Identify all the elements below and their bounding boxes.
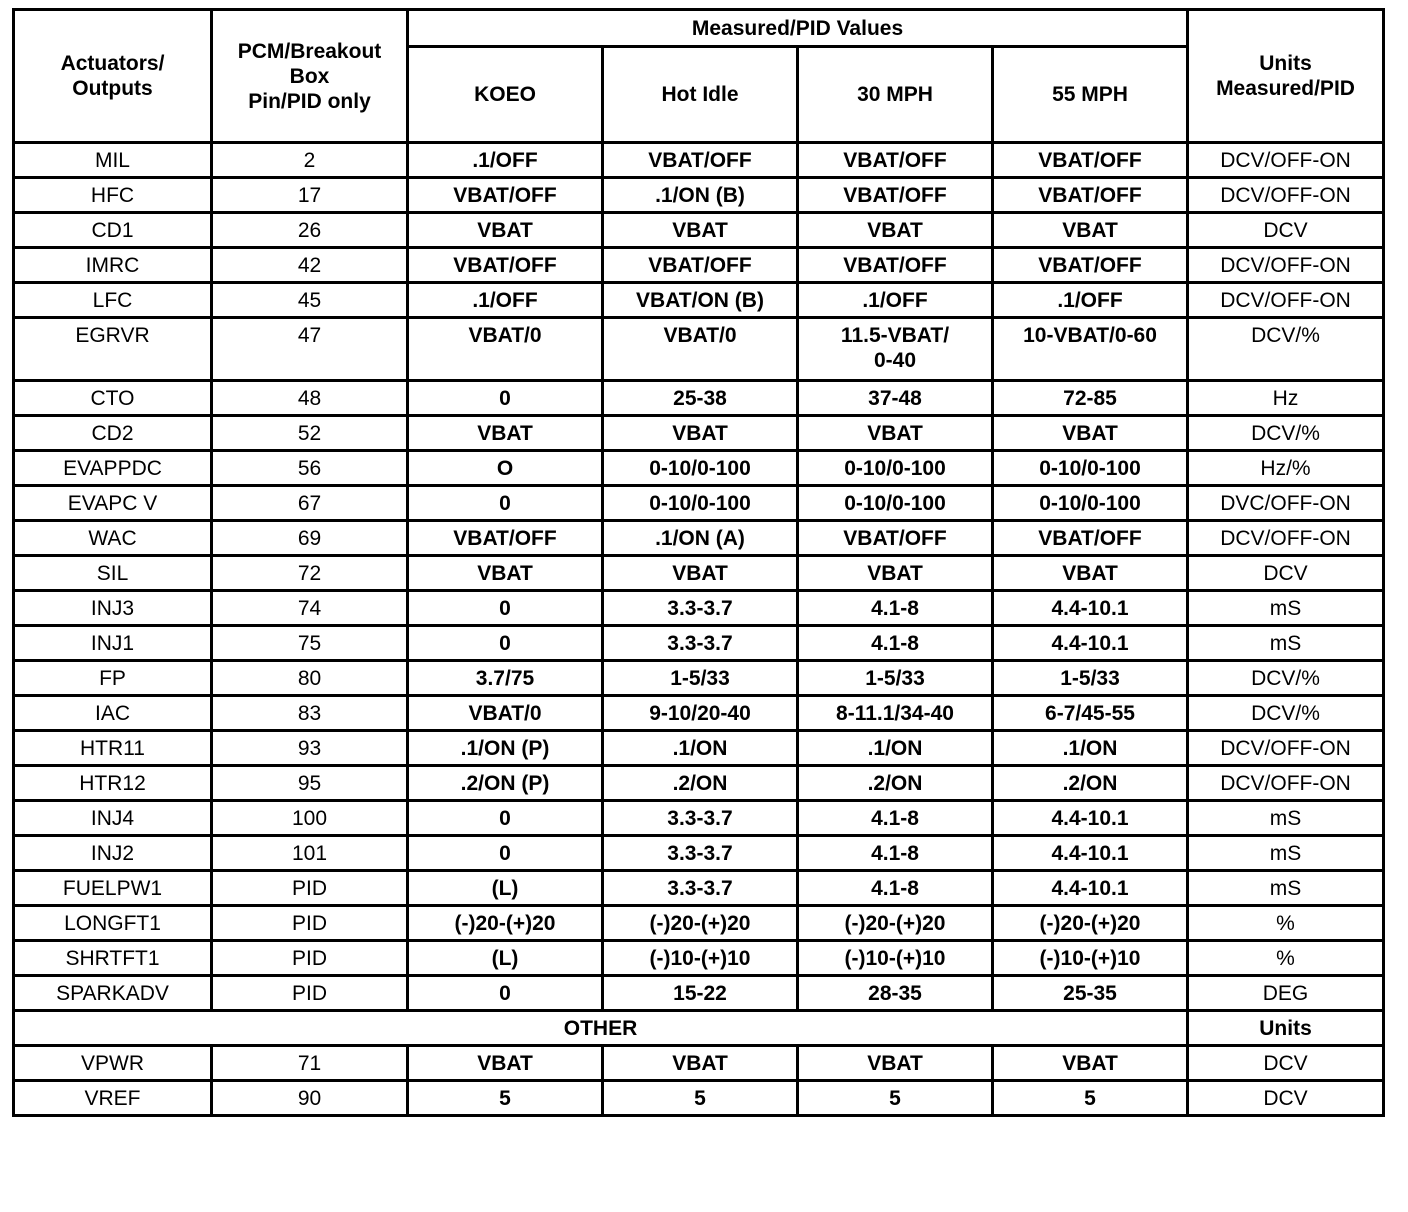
units-value: DEG <box>1188 976 1384 1011</box>
koeo-value: .1/ON (P) <box>408 731 603 766</box>
table-row <box>14 381 1384 416</box>
hot-idle-value: VBAT/OFF <box>603 143 798 178</box>
pin-value: 100 <box>212 801 408 836</box>
pin-value: 75 <box>212 626 408 661</box>
units-value: DCV/OFF-ON <box>1188 521 1384 556</box>
table-row <box>14 451 1384 486</box>
units-value: mS <box>1188 871 1384 906</box>
other-units-label: Units <box>1188 1011 1384 1046</box>
units-value: DCV <box>1188 1081 1384 1116</box>
koeo-value: 0 <box>408 591 603 626</box>
pin-value: 93 <box>212 731 408 766</box>
table-row <box>14 556 1384 591</box>
units-value: DCV <box>1188 213 1384 248</box>
table-row <box>14 976 1384 1011</box>
table-row <box>14 766 1384 801</box>
pin-value: 56 <box>212 451 408 486</box>
koeo-value: 0 <box>408 381 603 416</box>
hot-idle-value: (-)20-(+)20 <box>603 906 798 941</box>
units-value: DCV/OFF-ON <box>1188 143 1384 178</box>
hot-idle-value: 25-38 <box>603 381 798 416</box>
mph30-value: (-)20-(+)20 <box>798 906 993 941</box>
mph30-value: VBAT <box>798 416 993 451</box>
actuator-name: FUELPW1 <box>14 871 212 906</box>
mph55-value: 5 <box>993 1081 1188 1116</box>
koeo-value: 5 <box>408 1081 603 1116</box>
units-value: % <box>1188 941 1384 976</box>
pin-value: PID <box>212 871 408 906</box>
pin-value: 2 <box>212 143 408 178</box>
pin-value: 45 <box>212 283 408 318</box>
other-label: OTHER <box>14 1011 1188 1046</box>
pid-table-container <box>12 8 1382 1117</box>
mph30-value: 4.1-8 <box>798 591 993 626</box>
pin-value: 74 <box>212 591 408 626</box>
table-row <box>14 1046 1384 1081</box>
koeo-value: VBAT <box>408 1046 603 1081</box>
header-actuators <box>14 10 212 143</box>
actuator-name: CTO <box>14 381 212 416</box>
units-value: DCV/% <box>1188 696 1384 731</box>
actuator-name: LONGFT1 <box>14 906 212 941</box>
table-row <box>14 318 1384 381</box>
koeo-value: VBAT/OFF <box>408 178 603 213</box>
actuator-name: VPWR <box>14 1046 212 1081</box>
units-value: DVC/OFF-ON <box>1188 486 1384 521</box>
mph55-value: VBAT <box>993 213 1188 248</box>
units-value: DCV/OFF-ON <box>1188 178 1384 213</box>
actuator-name: SIL <box>14 556 212 591</box>
header-hot-idle: Hot Idle <box>603 47 798 143</box>
units-value: mS <box>1188 801 1384 836</box>
koeo-value: VBAT <box>408 556 603 591</box>
mph30-value: VBAT <box>798 556 993 591</box>
mph30-value: .1/ON <box>798 731 993 766</box>
hot-idle-value: 3.3-3.7 <box>603 801 798 836</box>
actuator-name: HTR12 <box>14 766 212 801</box>
mph55-value: 10-VBAT/0-60 <box>993 318 1188 381</box>
mph30-value: 1-5/33 <box>798 661 993 696</box>
mph30-value: (-)10-(+)10 <box>798 941 993 976</box>
hot-idle-value: VBAT <box>603 1046 798 1081</box>
mph55-value: .2/ON <box>993 766 1188 801</box>
mph55-value: 25-35 <box>993 976 1188 1011</box>
hot-idle-value: VBAT/OFF <box>603 248 798 283</box>
pin-value: 80 <box>212 661 408 696</box>
header-units-line2: Measured/PID <box>1216 77 1355 100</box>
mph30-value: 37-48 <box>798 381 993 416</box>
mph30-value: VBAT/OFF <box>798 178 993 213</box>
header-30-mph: 30 MPH <box>798 47 993 143</box>
mph55-value: VBAT <box>993 1046 1188 1081</box>
mph30-value: .2/ON <box>798 766 993 801</box>
koeo-value: VBAT/OFF <box>408 248 603 283</box>
mph30-value: 11.5-VBAT/ 0-40 <box>798 318 993 381</box>
mph55-value: 0-10/0-100 <box>993 486 1188 521</box>
actuator-name: SPARKADV <box>14 976 212 1011</box>
mph55-value: VBAT <box>993 416 1188 451</box>
units-value: DCV/% <box>1188 318 1384 381</box>
pin-value: 67 <box>212 486 408 521</box>
mph55-value: 6-7/45-55 <box>993 696 1188 731</box>
pin-value: 69 <box>212 521 408 556</box>
mph30-value: 0-10/0-100 <box>798 451 993 486</box>
koeo-value: VBAT/OFF <box>408 521 603 556</box>
table-row <box>14 906 1384 941</box>
units-value: mS <box>1188 836 1384 871</box>
table-row <box>14 941 1384 976</box>
actuator-name: WAC <box>14 521 212 556</box>
header-measured-values: Measured/PID Values <box>408 10 1188 47</box>
units-value: Hz <box>1188 381 1384 416</box>
actuator-name: FP <box>14 661 212 696</box>
hot-idle-value: 0-10/0-100 <box>603 486 798 521</box>
actuator-name: IMRC <box>14 248 212 283</box>
pin-value: 48 <box>212 381 408 416</box>
units-value: DCV <box>1188 556 1384 591</box>
koeo-value: 0 <box>408 836 603 871</box>
hot-idle-value: 3.3-3.7 <box>603 836 798 871</box>
pin-value: 101 <box>212 836 408 871</box>
pin-value: 71 <box>212 1046 408 1081</box>
header-pin-line3: Pin/PID only <box>248 89 371 113</box>
koeo-value: 0 <box>408 976 603 1011</box>
koeo-value: O <box>408 451 603 486</box>
pin-value: 42 <box>212 248 408 283</box>
hot-idle-value: VBAT <box>603 556 798 591</box>
table-row <box>14 661 1384 696</box>
pin-value: PID <box>212 941 408 976</box>
mph55-value: (-)10-(+)10 <box>993 941 1188 976</box>
hot-idle-value: 9-10/20-40 <box>603 696 798 731</box>
pid-values-table <box>12 8 1385 1117</box>
mph55-value: 4.4-10.1 <box>993 626 1188 661</box>
actuator-name: VREF <box>14 1081 212 1116</box>
units-value: mS <box>1188 626 1384 661</box>
pin-value: PID <box>212 906 408 941</box>
mph55-value: VBAT/OFF <box>993 521 1188 556</box>
units-value: DCV/OFF-ON <box>1188 248 1384 283</box>
mph55-value: .1/ON <box>993 731 1188 766</box>
mph55-value: 4.4-10.1 <box>993 801 1188 836</box>
table-row <box>14 248 1384 283</box>
table-row <box>14 696 1384 731</box>
koeo-value: 0 <box>408 626 603 661</box>
table-row <box>14 521 1384 556</box>
hot-idle-value: 15-22 <box>603 976 798 1011</box>
other-section-header <box>14 1011 1384 1046</box>
mph30-value: 4.1-8 <box>798 836 993 871</box>
actuator-name: SHRTFT1 <box>14 941 212 976</box>
pin-value: 52 <box>212 416 408 451</box>
mph30-value: 4.1-8 <box>798 801 993 836</box>
table-row <box>14 591 1384 626</box>
koeo-value: 3.7/75 <box>408 661 603 696</box>
header-actuators-line1: Actuators/ <box>60 52 165 75</box>
mph30-value: VBAT/OFF <box>798 143 993 178</box>
units-value: DCV/OFF-ON <box>1188 731 1384 766</box>
pin-value: PID <box>212 976 408 1011</box>
mph30-value: .1/OFF <box>798 283 993 318</box>
hot-idle-value: .2/ON <box>603 766 798 801</box>
koeo-value: (L) <box>408 871 603 906</box>
actuator-name: INJ4 <box>14 801 212 836</box>
table-row <box>14 871 1384 906</box>
actuator-name: EVAPPDC <box>14 451 212 486</box>
units-value: Hz/% <box>1188 451 1384 486</box>
hot-idle-value: 3.3-3.7 <box>603 591 798 626</box>
hot-idle-value: 5 <box>603 1081 798 1116</box>
table-row <box>14 1081 1384 1116</box>
actuator-name: INJ3 <box>14 591 212 626</box>
table-row <box>14 213 1384 248</box>
actuator-name: LFC <box>14 283 212 318</box>
header-pin <box>212 10 408 143</box>
pin-value: 95 <box>212 766 408 801</box>
pin-value: 26 <box>212 213 408 248</box>
hot-idle-value: VBAT <box>603 213 798 248</box>
actuator-name: INJ2 <box>14 836 212 871</box>
mph55-value: 4.4-10.1 <box>993 871 1188 906</box>
pin-value: 90 <box>212 1081 408 1116</box>
mph55-value: VBAT <box>993 556 1188 591</box>
hot-idle-value: .1/ON (A) <box>603 521 798 556</box>
units-value: DCV/% <box>1188 661 1384 696</box>
units-value: DCV/OFF-ON <box>1188 283 1384 318</box>
hot-idle-value: 3.3-3.7 <box>603 871 798 906</box>
hot-idle-value: 1-5/33 <box>603 661 798 696</box>
actuator-name: IAC <box>14 696 212 731</box>
hot-idle-value: (-)10-(+)10 <box>603 941 798 976</box>
table-row <box>14 416 1384 451</box>
header-units-line1: Units <box>1259 52 1312 75</box>
mph55-value: .1/OFF <box>993 283 1188 318</box>
pin-value: 83 <box>212 696 408 731</box>
pin-value: 47 <box>212 318 408 381</box>
hot-idle-value: 3.3-3.7 <box>603 626 798 661</box>
table-row <box>14 486 1384 521</box>
actuator-name: HFC <box>14 178 212 213</box>
hot-idle-value: VBAT <box>603 416 798 451</box>
mph55-value: VBAT/OFF <box>993 178 1188 213</box>
actuator-name: EVAPC V <box>14 486 212 521</box>
mph55-value: (-)20-(+)20 <box>993 906 1188 941</box>
actuator-name: CD1 <box>14 213 212 248</box>
hot-idle-value: VBAT/0 <box>603 318 798 381</box>
units-value: DCV/OFF-ON <box>1188 766 1384 801</box>
mph55-value: VBAT/OFF <box>993 248 1188 283</box>
table-row <box>14 283 1384 318</box>
mph30-value: VBAT/OFF <box>798 248 993 283</box>
header-pin-line1: PCM/Breakout <box>237 39 382 63</box>
koeo-value: VBAT <box>408 213 603 248</box>
mph30-value: VBAT <box>798 213 993 248</box>
mph30-value: 8-11.1/34-40 <box>798 696 993 731</box>
table-row <box>14 143 1384 178</box>
header-pin-line2: Box <box>289 64 330 88</box>
koeo-value: 0 <box>408 801 603 836</box>
table-row <box>14 801 1384 836</box>
actuator-name: CD2 <box>14 416 212 451</box>
koeo-value: .1/OFF <box>408 283 603 318</box>
mph55-value: 72-85 <box>993 381 1188 416</box>
units-value: DCV <box>1188 1046 1384 1081</box>
table-row <box>14 178 1384 213</box>
koeo-value: VBAT/0 <box>408 318 603 381</box>
pin-value: 72 <box>212 556 408 591</box>
koeo-value: (-)20-(+)20 <box>408 906 603 941</box>
mph30-value: VBAT/OFF <box>798 521 993 556</box>
mph55-value: 4.4-10.1 <box>993 836 1188 871</box>
koeo-value: (L) <box>408 941 603 976</box>
table-header <box>14 10 1384 143</box>
mph55-value: 0-10/0-100 <box>993 451 1188 486</box>
pin-value: 17 <box>212 178 408 213</box>
mph30-value: 28-35 <box>798 976 993 1011</box>
hot-idle-value: .1/ON <box>603 731 798 766</box>
units-value: % <box>1188 906 1384 941</box>
koeo-value: VBAT <box>408 416 603 451</box>
header-actuators-line2: Outputs <box>72 77 153 100</box>
hot-idle-value: 0-10/0-100 <box>603 451 798 486</box>
table-row <box>14 836 1384 871</box>
units-value: DCV/% <box>1188 416 1384 451</box>
mph30-value: 5 <box>798 1081 993 1116</box>
hot-idle-value: VBAT/ON (B) <box>603 283 798 318</box>
mph55-value: 4.4-10.1 <box>993 591 1188 626</box>
mph55-value: VBAT/OFF <box>993 143 1188 178</box>
actuator-name: HTR11 <box>14 731 212 766</box>
actuator-name: MIL <box>14 143 212 178</box>
units-value: mS <box>1188 591 1384 626</box>
mph30-value: 4.1-8 <box>798 871 993 906</box>
actuator-name: EGRVR <box>14 318 212 381</box>
actuator-name: INJ1 <box>14 626 212 661</box>
header-units <box>1188 10 1384 143</box>
mph30-value: VBAT <box>798 1046 993 1081</box>
table-row <box>14 731 1384 766</box>
mph30-value: 0-10/0-100 <box>798 486 993 521</box>
hot-idle-value: .1/ON (B) <box>603 178 798 213</box>
header-55-mph: 55 MPH <box>993 47 1188 143</box>
koeo-value: .2/ON (P) <box>408 766 603 801</box>
table-row <box>14 626 1384 661</box>
koeo-value: VBAT/0 <box>408 696 603 731</box>
mph55-value: 1-5/33 <box>993 661 1188 696</box>
koeo-value: .1/OFF <box>408 143 603 178</box>
koeo-value: 0 <box>408 486 603 521</box>
mph30-value: 4.1-8 <box>798 626 993 661</box>
table-body <box>14 143 1384 1116</box>
header-koeo: KOEO <box>408 47 603 143</box>
